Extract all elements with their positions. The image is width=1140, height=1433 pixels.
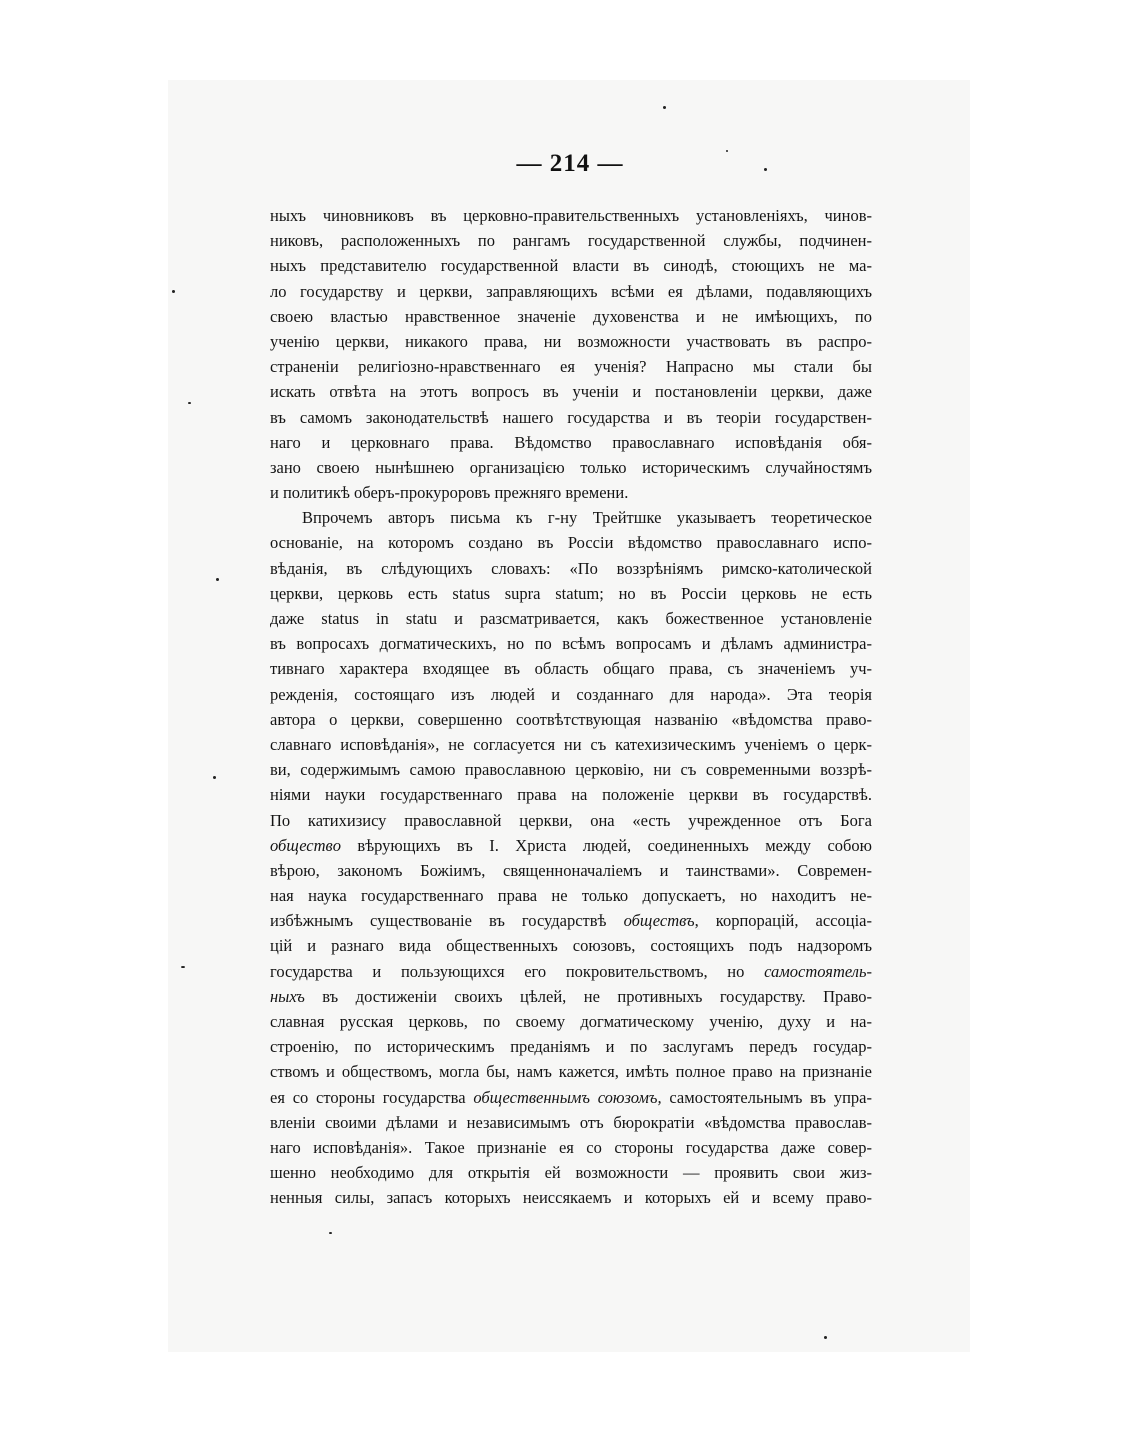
text-line: основаніе, на которомъ создано въ Россіи вѣдомство православнаго испо- (270, 533, 872, 553)
text-line: тивнаго характера входящее въ область общаго права, съ значеніемъ уч- (270, 659, 872, 679)
text-fragment: въ достиженіи своихъ цѣлей, не противныхъ государству. Право- (304, 986, 872, 1006)
text-fragment: избѣжнымъ существованіе въ государствѣ (270, 911, 624, 931)
text-line: наго и церковнаго права. Вѣдомство православнаго исповѣданія обя- (270, 432, 872, 452)
scan-speck (329, 1232, 332, 1234)
scan-speck (663, 106, 666, 109)
text-line: своею властью нравственное значеніе духовенства и не имѣющихъ, по (270, 306, 872, 326)
text-line: искать отвѣта на этотъ вопросъ въ ученіи и постановленіи церкви, даже (270, 382, 872, 402)
text-line: вѣданія, въ слѣдующихъ словахъ: «По воззрѣніямъ римско-католической (270, 558, 872, 578)
scan-speck (172, 290, 175, 293)
text-line: вленіи своими дѣлами и независимымъ отъ бюрократіи «вѣдомства православ- (270, 1112, 872, 1132)
scan-speck (764, 168, 767, 171)
scan-speck (181, 966, 185, 968)
italic-term: ныхъ (270, 986, 305, 1006)
text-line: ненныя силы, запасъ которыхъ неиссякаемъ и которыхъ ей и всему право- (270, 1188, 872, 1208)
text-line: ніями науки государственнаго права на положеніе церкви въ государствѣ. (270, 785, 872, 805)
text-line: славная русская церковь, по своему догматическому ученію, духу и на- (270, 1012, 872, 1031)
text-line: въ вопросахъ догматическихъ, но по всѣмъ вопросамъ и дѣламъ администра- (270, 634, 872, 654)
scan-speck (213, 776, 216, 779)
text-fragment: ея со стороны государства (270, 1087, 474, 1107)
text-line: страненіи религіозно-нравственнаго ея ученія? Напрасно мы стали бы (270, 357, 872, 377)
body-text (270, 203, 872, 1211)
text-line (270, 833, 872, 858)
text-fragment: самостоятельнымъ въ упра- (661, 1087, 872, 1107)
text-fragment: , корпорацій, ассоціа- (694, 911, 872, 931)
text-line: ученію церкви, никакого права, ни возможности участвовать въ распро- (270, 331, 872, 351)
text-line: цій и разнаго вида общественныхъ союзовъ, состоящихъ подъ надзоромъ (270, 936, 872, 956)
italic-term: обществo (270, 835, 341, 855)
text-line: славнаго исповѣданія», не согласуется ни съ катехизическимъ ученіемъ о церк- (270, 734, 872, 754)
text-fragment: государства и пользующихся его покровительствомъ, но (270, 961, 765, 981)
text-line: По катихизису православной церкви, она «есть учрежденное отъ Бога (270, 810, 872, 830)
paragraph-1 (270, 203, 872, 505)
text-line: ви, содержимымъ самою православною церковію, ни съ современными воззрѣ- (270, 760, 872, 780)
text-line: церкви, церковь есть status supra statum; но въ Россіи церковь не есть (270, 583, 872, 603)
scan-speck (726, 150, 728, 152)
text-line: ствомъ и обществомъ, могла бы, намъ кажется, имѣть полное право на признаніе (270, 1062, 872, 1082)
text-line: режденія, состоящаго изъ людей и созданнаго для народа». Эта теорія (270, 684, 872, 704)
text-line (270, 984, 872, 1009)
text-line: ло государству и церкви, заправляющихъ всѣми ея дѣлами, подавляющихъ (270, 281, 872, 301)
scan-speck (824, 1336, 827, 1339)
page-number: — 214 — (516, 150, 624, 177)
italic-term: самостоятель- (764, 961, 872, 981)
text-line (270, 959, 872, 984)
text-line: вѣрою, закономъ Божіимъ, священноначаліемъ и таинствами». Современ- (270, 860, 872, 880)
text-line: и политикѣ оберъ-прокуроровъ прежняго времени. (270, 483, 629, 503)
paragraph-2 (270, 505, 872, 1210)
text-line: ная наука государственнаго права не только допускаетъ, но находитъ не- (270, 886, 872, 906)
text-line: Впрочемъ авторъ письма къ г-ну Трейтшке указываетъ теоретическое (302, 508, 872, 528)
text-line: ныхъ чиновниковъ въ церковно-правительственныхъ установленіяхъ, чинов- (270, 206, 872, 225)
text-line (270, 1085, 872, 1110)
text-line: шенно необходимо для открытія ей возможности — проявить свои жиз- (270, 1163, 872, 1183)
text-line: строенію, по историческимъ преданіямъ и по заслугамъ передъ государ- (270, 1037, 872, 1057)
scan-speck (216, 578, 219, 581)
text-line: никовъ, расположенныхъ по рангамъ государственной службы, подчинен- (270, 231, 872, 251)
text-line: наго исповѣданія». Такое признаніе ея со стороны государства даже совер- (270, 1137, 872, 1157)
text-line: зано своею нынѣшнею организацією только историческимъ случайностямъ (270, 457, 872, 477)
text-line: ныхъ представителю государственной власти въ синодѣ, стоющихъ не ма- (270, 256, 872, 276)
text-line: даже status in statu и разсматривается, какъ божественное установленіе (270, 609, 872, 628)
text-fragment: вѣрующихъ въ І. Христа людей, соединенныхъ между собою (340, 835, 872, 855)
text-line: въ самомъ законодательствѣ нашего государства и въ теоріи государствен- (270, 407, 872, 427)
text-line: автора о церкви, совершенно соотвѣтствующая названію «вѣдомства право- (270, 709, 872, 729)
italic-term: общественнымъ союзомъ, (473, 1087, 662, 1107)
scan-speck (188, 402, 191, 404)
text-line (270, 908, 872, 933)
italic-term: обществъ (623, 911, 695, 931)
